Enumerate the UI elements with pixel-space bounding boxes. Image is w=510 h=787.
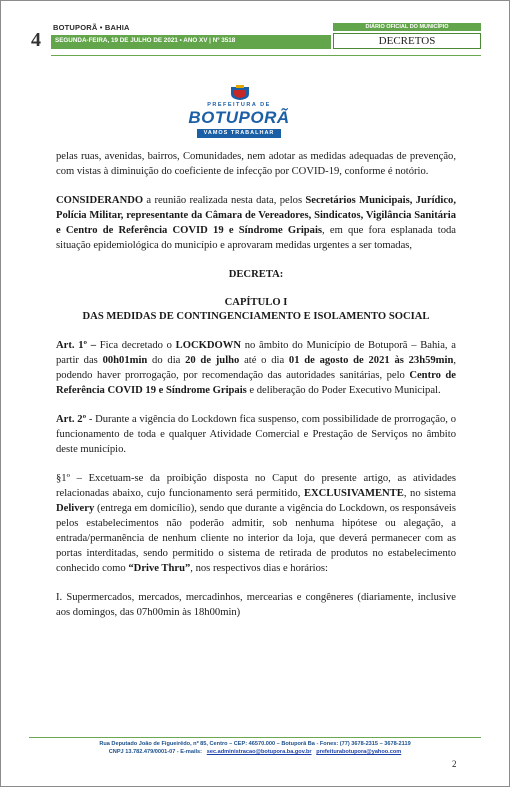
email-link-2[interactable]: prefeiturabotupora@yahoo.com — [316, 749, 402, 755]
gazette-header — [31, 23, 481, 67]
footer-divider — [29, 737, 481, 738]
text-span: Fica decretado o — [96, 340, 176, 351]
page-number: 4 — [31, 29, 41, 51]
delivery-term: Delivery — [56, 503, 95, 514]
text-span: , nos respectivos dias e horários: — [190, 563, 328, 574]
chapter-number: CAPÍTULO I — [224, 297, 288, 308]
item-1: I. Supermercados, mercados, mercadinhos, mercearias e congêneres (diariamente, inclusive aos domingos, das 07h00min às 18h00min) — [56, 592, 456, 618]
header-divider — [51, 55, 481, 56]
text-span: no âmbito do Município de Botuporã – Bahia, a partir das — [56, 340, 456, 366]
text-span: - Durante a vigência do Lockdown fica suspenso, com possibilidade de prorrogação, o funcionamento de toda e qualquer Atividade Comercial e Prestação de Serviços no âmbito deste município. — [56, 414, 456, 455]
gazette-title: DIÁRIO OFICIAL DO MUNICÍPIO — [333, 23, 481, 31]
logo-name: BOTUPORÃ — [188, 108, 290, 127]
paragraph-considerando — [56, 193, 456, 253]
centro-referencia: Centro de Referência COVID 19 e Síndrome Gripais — [56, 370, 456, 396]
document-body — [56, 149, 456, 634]
crest-icon — [229, 85, 251, 101]
exclusivamente-term: EXCLUSIVAMENTE — [303, 488, 404, 499]
art1-label: Art. 1º – — [56, 340, 97, 351]
header-right — [333, 23, 481, 49]
text-span: do dia — [147, 355, 186, 366]
text-span: , podendo haver prorrogação, por recomendação das autoridades sanitárias, pelo — [56, 355, 456, 381]
footer-page-number: 2 — [452, 759, 457, 769]
considerando-label: CONSIDERANDO — [56, 195, 144, 206]
footer-contact — [29, 748, 481, 756]
logo-slogan: VAMOS TRABALHAR — [197, 129, 281, 138]
email-link-1[interactable]: sec.administracao@botupora.ba.gov.br — [206, 749, 312, 755]
article-2 — [56, 412, 456, 457]
text-span: (entrega em domicílio), sendo que durante a vigência do Lockdown, os responsáveis pelos estabelecimentos não poderão admitir, sob nenhuma hipótese ou alegação, a entrada/permanência de nenhum cliente no interior da loja, que deverá permanecer com as portas interditadas, sendo permitido o sistema de retirada de produtos no estabelecimento conhecido como — [56, 503, 456, 574]
city-label: BOTUPORÃ • BAHIA — [53, 23, 130, 32]
text-span: a reunião realizada nesta data, pelos — [143, 195, 306, 206]
logo-prefix: PREFEITURA DE — [207, 102, 271, 108]
paragraph-intro: pelas ruas, avenidas, bairros, Comunidades, nem adotar as medidas adequadas de prevenção, com vistas à diminuição do coeficiente de infecção por COVID-19, conforme é notório. — [56, 151, 456, 177]
footer-cnpj: CNPJ 13.782.479/0001-07 - E-mails: — [108, 749, 203, 755]
decreta-heading: DECRETA: — [228, 269, 284, 280]
edition-bar — [51, 35, 331, 49]
city-logo — [189, 85, 289, 143]
art2-label: Art. 2º — [56, 414, 87, 425]
text-span: , no sistema — [403, 488, 456, 499]
drive-thru-term: “Drive Thru” — [128, 563, 191, 574]
participants-text: Secretários Municipais, Jurídico, Polícia Militar, representante da Câmara de Vereadores, Sindicatos, Vigilância Sanitária e Centro de Referência COVID 19 e Síndrome Gripais — [56, 195, 456, 236]
text-span: §1º – Excetuam-se da proibição disposta no Caput do presente artigo, as atividades relacionadas abaixo, cujo funcionamento será permitido, — [56, 473, 456, 499]
text-span: até o dia — [239, 355, 289, 366]
page-footer — [29, 737, 481, 756]
article-1 — [56, 338, 456, 398]
chapter-heading — [56, 296, 456, 324]
lockdown-term: LOCKDOWN — [175, 340, 241, 351]
text-span: e deliberação do Poder Executivo Municipal. — [246, 385, 441, 396]
edition-label: SEGUNDA-FEIRA, 19 DE JULHO DE 2021 • ANO XV | Nº 3518 — [55, 37, 236, 44]
start-time: 00h01min — [102, 355, 148, 366]
footer-address: Rua Deputado João de Figueirêdo, nº 85, Centro – CEP: 46570.000 – Botuporã Ba - Fones: (77) 3678-2315 – 3678-2119 — [99, 741, 411, 747]
paragraph-1 — [56, 471, 456, 576]
section-title: DECRETOS — [333, 33, 481, 49]
text-span: , em que fora esplanada toda situação epidemiológica do município e aprovaram medidas urgentes a ser tomadas, — [56, 225, 456, 251]
chapter-title: DAS MEDIDAS DE CONTINGENCIAMENTO E ISOLAMENTO SOCIAL — [82, 311, 430, 322]
end-date: 01 de agosto de 2021 às 23h59min — [288, 355, 454, 366]
start-date: 20 de julho — [185, 355, 240, 366]
